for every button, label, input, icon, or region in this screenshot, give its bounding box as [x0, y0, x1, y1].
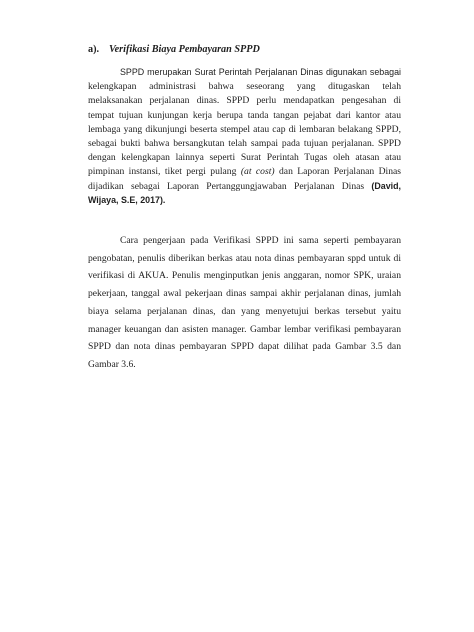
- at-cost-text: (at cost): [240, 166, 275, 178]
- paragraph-line: biaya selama perjalanan dinas, dan yang menyetujui berkas tersebut yaitu: [88, 305, 401, 317]
- paragraph-line: SPPD merupakan Surat Perintah Perjalanan Dinas digunakan sebagai: [120, 67, 401, 77]
- paragraph-line: manager keuangan dan asisten manager. Gambar lembar verifikasi pembayaran: [88, 323, 401, 335]
- paragraph-line: kelengkapan administrasi bahwa seseorang yang ditugaskan telah: [88, 81, 401, 93]
- paragraph-line: [88, 165, 401, 178]
- section-title: Verifikasi Biaya Pembayaran SPPD: [109, 44, 260, 55]
- paragraph-line: tempat tujuan kunjungan kerja berupa tanda tangan pejabat dari kantor atau: [88, 109, 401, 121]
- paragraph-line: pekerjaan, tanggal awal pekerjaan dinas sampai akhir perjalanan dinas, jumlah: [88, 288, 401, 300]
- paragraph-line: sebagai bukti bahwa bersangkutan telah sampai pada tujuan perjalanan. SPPD: [88, 138, 401, 149]
- line-text: dan Laporan Perjalanan Dinas: [274, 166, 401, 178]
- paragraph-line: melaksanakan perjalanan dinas. SPPD perlu mendapatkan pengesahan di: [88, 95, 401, 107]
- section-heading: [88, 44, 260, 55]
- line-text: pimpinan instansi, tiket pergi pulang: [88, 166, 241, 178]
- paragraph-line: dengan kelengkapan lainnya seperti Surat Perintah Tugas oleh atasan atau: [88, 152, 401, 164]
- citation-text: (David,: [371, 180, 401, 191]
- paragraph-line: SPPD dan nota dinas pembayaran SPPD dapat dilihat pada Gambar 3.5 dan: [88, 341, 401, 353]
- paragraph-line: pengobatan, penulis diberikan berkas atau nota dinas pembayaran sppd untuk di: [88, 252, 401, 264]
- paragraph-line: lembaga yang dikunjungi beserta stempel atau cap di lembaran belakang SPPD,: [88, 123, 401, 135]
- paragraph-line: [88, 180, 401, 193]
- section-number: a).: [88, 44, 100, 55]
- paragraph-line: Gambar 3.6.: [88, 358, 136, 370]
- citation-text: Wijaya, S.E, 2017).: [88, 194, 166, 205]
- paragraph-line: verifikasi di AKUA. Penulis menginputkan jenis anggaran, nomor SPK, uraian: [88, 270, 401, 282]
- paragraph-line: Cara pengerjaan pada Verifikasi SPPD ini sama seperti pembayaran: [120, 235, 401, 246]
- line-text: dijadikan sebagai Laporan Pertanggungjawaban Perjalanan Dinas: [88, 180, 372, 192]
